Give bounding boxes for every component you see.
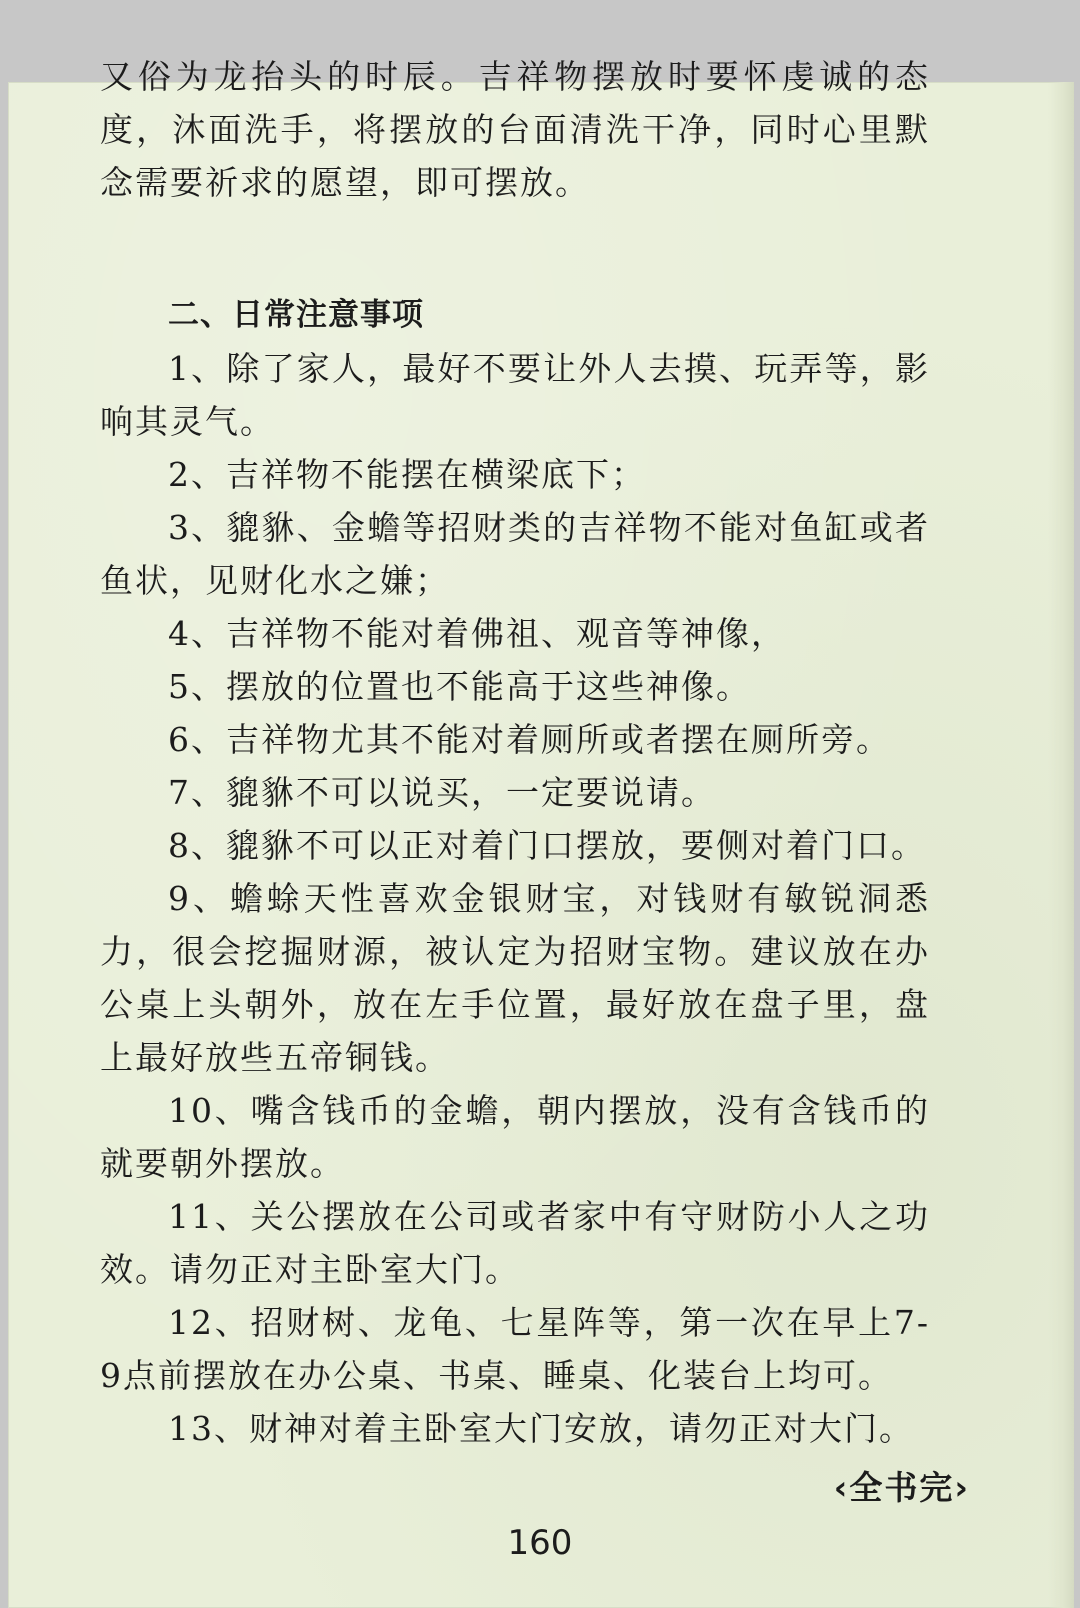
end-of-book-mark: ‹全书完› — [833, 1468, 970, 1507]
list-item-9: 9、蟾蜍天性喜欢金银财宝，对钱财有敏锐洞悉力，很会挖掘财源，被认定为招财宝物。建议放在办公桌上头朝外，放在左手位置，最好放在盘子里，盘上最好放些五帝铜钱。 — [100, 879, 930, 1077]
list-item-1: 1、除了家人，最好不要让外人去摸、玩弄等，影响其灵气。 — [100, 349, 930, 441]
list-item-11: 11、关公摆放在公司或者家中有守财防小人之功效。请勿正对主卧室大门。 — [100, 1197, 930, 1289]
list-item-12: 12、招财树、龙龟、七星阵等，第一次在早上7-9点前摆放在办公桌、书桌、睡桌、化装台上均可。 — [100, 1303, 930, 1395]
list-item-8: 8、貔貅不可以正对着门口摆放，要侧对着门口。 — [168, 826, 926, 865]
section-heading: 二、日常注意事项 — [168, 297, 424, 333]
intro-paragraph: 又俗为龙抬头的时辰。吉祥物摆放时要怀虔诚的态度，沐面洗手，将摆放的台面清洗干净，同时心里默念需要祈求的愿望，即可摆放。 — [100, 57, 930, 202]
list-item-13: 13、财神对着主卧室大门安放，请勿正对大门。 — [168, 1409, 914, 1448]
body-text — [100, 50, 930, 1455]
list-item-7: 7、貔貅不可以说买，一定要说请。 — [168, 773, 716, 812]
list-item-6: 6、吉祥物尤其不能对着厕所或者摆在厕所旁。 — [168, 720, 891, 759]
paragraph-spacer — [100, 209, 930, 289]
list-item-3: 3、貔貅、金蟾等招财类的吉祥物不能对鱼缸或者鱼状，见财化水之嫌； — [100, 508, 930, 600]
page-number: 160 — [507, 1523, 573, 1563]
list-item-2: 2、吉祥物不能摆在横梁底下； — [168, 455, 646, 494]
list-item-4: 4、吉祥物不能对着佛祖、观音等神像， — [168, 614, 786, 653]
page-edge — [1048, 82, 1074, 1608]
list-item-10: 10、嘴含钱币的金蟾，朝内摆放，没有含钱币的就要朝外摆放。 — [100, 1091, 930, 1183]
list-item-5: 5、摆放的位置也不能高于这些神像。 — [168, 667, 751, 706]
